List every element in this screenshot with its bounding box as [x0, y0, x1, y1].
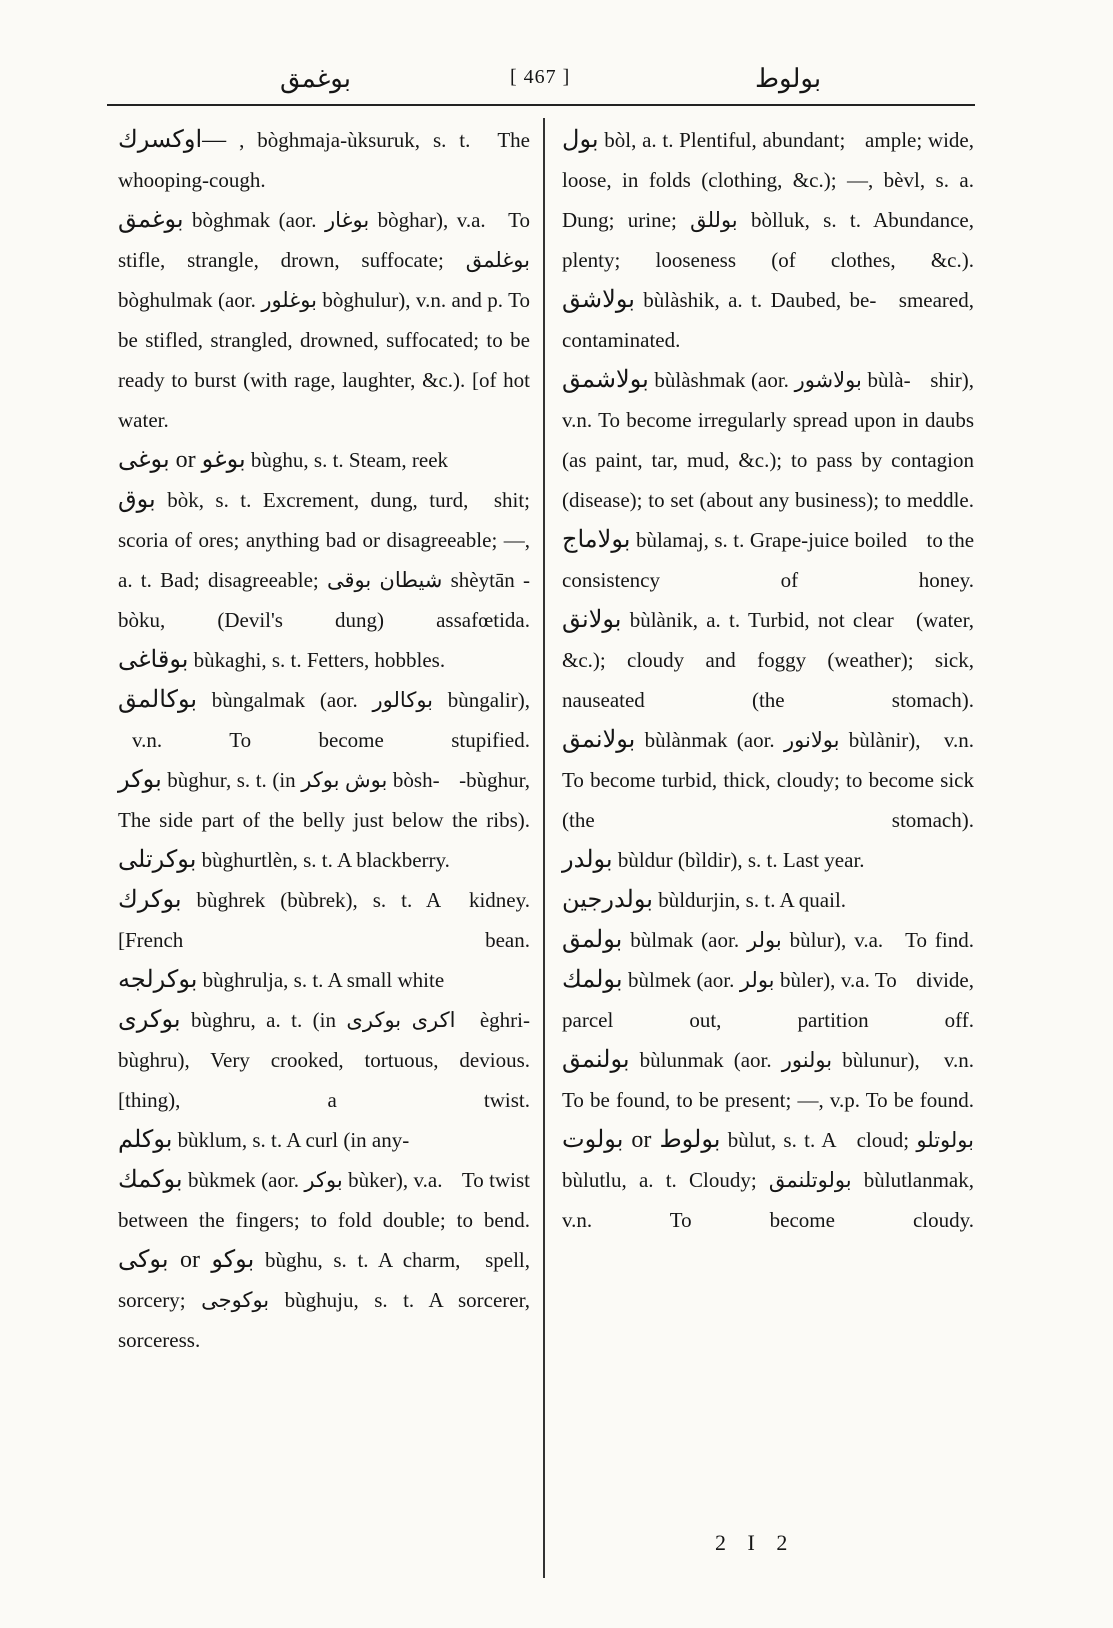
entry-headword: بوغمق	[118, 207, 184, 233]
dictionary-entry	[118, 440, 530, 480]
entry-headword: بوکرك	[118, 887, 182, 913]
entry-continuation: to the consistency of honey.	[562, 528, 975, 592]
entry-headword: بوکرتلی	[118, 847, 197, 873]
entry-definition: bùlmak (aor. بولر bùlur), v.a.	[630, 928, 884, 952]
entry-continuation: v.n. To become turbid, thick, cloudy; to become sick (the stomach).	[562, 728, 974, 832]
entry-definition: bòk, s. t. Excrement, dung, turd,	[167, 488, 469, 512]
entry-headword: بولاشمق	[562, 367, 649, 393]
entry-continuation: shit; scoria of ores; anything bad or disagreeable; —, a. t. Bad; disagreeable; شیطان بوقی shèytān - bòku, (Devil's dung) assafœtida.	[118, 488, 531, 632]
right-column	[562, 120, 974, 1240]
dictionary-entry	[562, 600, 974, 720]
entry-headword: بولاماج	[562, 527, 631, 553]
header-rule	[107, 104, 975, 106]
entry-definition: bùldurjin, s. t. A quail.	[658, 888, 847, 912]
entry-headword: بول	[562, 127, 599, 153]
entry-headword: بولمق	[562, 927, 623, 953]
dictionary-entry	[118, 640, 530, 680]
entry-definition: bùlànik, a. t. Turbid, not clear	[629, 608, 894, 632]
entry-definition: bùklum, s. t. A curl (in any-	[177, 1128, 410, 1152]
entry-headword: بولوط or بولوت	[562, 1127, 721, 1153]
dictionary-entry	[118, 760, 530, 840]
page-number: [ 467 ]	[510, 66, 571, 88]
signature-mark: 2 I 2	[715, 1530, 796, 1555]
dictionary-entry	[118, 1120, 530, 1160]
entry-continuation: v.n. To be found, to be present; —, v.p. To be found.	[562, 1048, 975, 1112]
dictionary-entry	[118, 1160, 530, 1240]
entry-continuation: (water, &c.); cloudy and foggy (weather); sick, nauseated (the stomach).	[562, 608, 975, 712]
entry-definition: bùghur, s. t. (in بوش بوکر bòsh-	[167, 768, 440, 792]
dictionary-entry	[562, 1040, 974, 1120]
entry-continuation: -bùghur, The side part of the belly just below the ribs).	[118, 768, 531, 832]
entry-continuation: ample; wide, loose, in folds (clothing, &c.); —, bèvl, s. a. Dung; urine; بوللق bòlluk, s. t. Abundance, plenty; looseness (of clothes, &c.).	[562, 128, 974, 272]
entry-definition: bùngalmak (aor. بوکالور bùngalir),	[211, 688, 530, 712]
entry-headword: بوقاغی	[118, 647, 189, 673]
entry-headword: بولدر	[562, 847, 613, 873]
entry-continuation: spell, sorcery; بوکوجی bùghuju, s. t. A sorcerer, sorceress.	[118, 1248, 531, 1352]
entry-headword: بوکو or بوکی	[118, 1247, 255, 1273]
dictionary-entry	[118, 680, 530, 760]
entry-continuation: To stifle, strangle, drown, suffocate; بوغلمق bòghulmak (aor. بوغلور bòghulur), v.n. and p. To be stifled, strangled, drowned, suffocated; to be ready to burst (with rage, laughter, &c.). [of hot water.	[118, 208, 531, 432]
entry-definition: bùghu, s. t. A charm,	[264, 1248, 461, 1272]
entry-continuation: The whooping-cough.	[118, 128, 531, 192]
entry-headword: بوق	[118, 487, 156, 513]
page-header	[105, 46, 975, 106]
entry-continuation: shir), v.n. To become irregularly spread upon in daubs (as paint, tar, mud, &c.); to pass by contagion (disease); to set (about any business); to meddle.	[562, 368, 975, 512]
entry-continuation: èghri-bùghru), Very crooked, tortuous, devious. [thing), a twist.	[118, 1008, 531, 1112]
entry-headword: بولمك	[562, 967, 623, 993]
dictionary-entry	[562, 960, 974, 1040]
dictionary-entry	[118, 120, 530, 200]
entry-definition: bùlmek (aor. بولر bùler), v.a. To	[627, 968, 897, 992]
entry-definition: , bòghmaja-ùksuruk, s. t.	[239, 128, 471, 152]
entry-definition: bùlàshmak (aor. بولاشور bùlà-	[654, 368, 911, 392]
entry-headword: بوکلم	[118, 1127, 173, 1153]
entry-continuation: To twist between the fingers; to fold double; to bend.	[118, 1168, 531, 1232]
dictionary-entry	[562, 360, 974, 520]
entry-definition: bùlunmak (aor. بولنور bùlunur),	[639, 1048, 920, 1072]
entry-headword: بولنمق	[562, 1047, 630, 1073]
entry-headword: بولانق	[562, 607, 622, 633]
entry-continuation: divide, parcel out, partition off.	[562, 968, 975, 1032]
entry-definition: bùghurtlèn, s. t. A blackberry.	[201, 848, 450, 872]
entry-definition: bùkaghi, s. t. Fetters, hobbles.	[193, 648, 446, 672]
entry-headword: بوغو or بوغی	[118, 447, 246, 473]
header-right-word: بولوط	[755, 64, 822, 93]
entry-continuation: cloud; بولوتلو bùlutlu, a. t. Cloudy; بولوتلنمق bùlutlanmak, v.n. To become cloudy.	[562, 1128, 974, 1232]
entry-headword: —اوکسرك	[118, 127, 227, 153]
dictionary-entry	[118, 200, 530, 440]
entry-definition: bùlamaj, s. t. Grape-juice boiled	[635, 528, 907, 552]
column-divider	[543, 118, 545, 1578]
left-column	[118, 120, 530, 1360]
dictionary-entry	[562, 840, 974, 880]
dictionary-entry	[562, 520, 974, 600]
entry-headword: بولدرجین	[562, 887, 653, 913]
entry-headword: بولاشق	[562, 287, 635, 313]
entry-definition: bòghmak (aor. بوغار bòghar), v.a.	[192, 208, 486, 232]
entry-definition: bòl, a. t. Plentiful, abundant;	[604, 128, 846, 152]
dictionary-entry	[562, 920, 974, 960]
dictionary-entry	[562, 120, 974, 280]
entry-definition: bùghrulja, s. t. A small white	[202, 968, 445, 992]
entry-definition: bùkmek (aor. بوکر bùker), v.a.	[188, 1168, 443, 1192]
entry-definition: bùghu, s. t. Steam, reek	[250, 448, 449, 472]
entry-continuation: smeared, contaminated.	[562, 288, 974, 352]
entry-continuation: kidney. [French bean.	[118, 888, 530, 952]
dictionary-entry	[562, 1120, 974, 1240]
entry-headword: بولانمق	[562, 727, 636, 753]
entry-headword: بوکر	[118, 767, 162, 793]
dictionary-entry	[562, 720, 974, 840]
entry-definition: bùlut, s. t. A	[727, 1128, 836, 1152]
header-left-word: بوغمق	[280, 64, 351, 93]
dictionary-entry	[118, 840, 530, 880]
entry-continuation: To find.	[905, 928, 974, 952]
entry-continuation: v.n. To become stupified.	[132, 728, 530, 752]
entry-definition: bùghrek (bùbrek), s. t. A	[196, 888, 440, 912]
dictionary-entry	[562, 880, 974, 920]
dictionary-entry	[118, 1000, 530, 1120]
dictionary-entry	[118, 480, 530, 640]
dictionary-entry	[562, 280, 974, 360]
entry-definition: bùlàshik, a. t. Daubed, be-	[643, 288, 877, 312]
dictionary-entry	[118, 880, 530, 960]
dictionary-entry	[118, 960, 530, 1000]
entry-headword: بوکری	[118, 1007, 181, 1033]
dictionary-entry	[118, 1240, 530, 1360]
entry-definition: bùlànmak (aor. بولانور bùlànir),	[644, 728, 921, 752]
entry-definition: bùldur (bìldir), s. t. Last year.	[617, 848, 865, 872]
entry-headword: بوکمك	[118, 1167, 183, 1193]
entry-definition: bùghru, a. t. (in اکری بوکری	[190, 1008, 456, 1032]
entry-headword: بوکرلجه	[118, 967, 198, 993]
entry-headword: بوکالمق	[118, 687, 198, 713]
